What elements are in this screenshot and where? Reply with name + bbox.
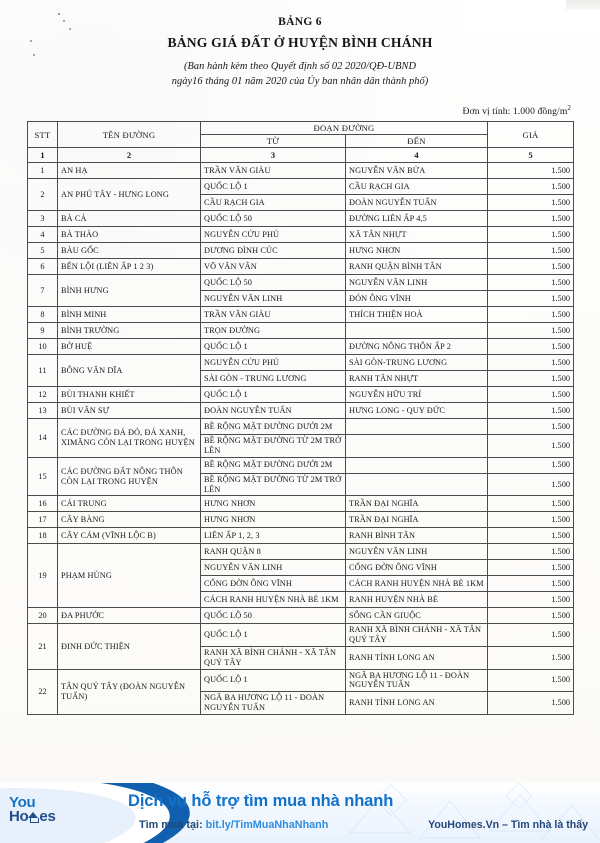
cell-stt: 13 — [28, 403, 58, 419]
cell-stt: 8 — [28, 307, 58, 323]
cell-price: 1.500 — [488, 371, 574, 387]
cell-segment-from: CỐNG ĐỜN ÔNG VĨNH — [201, 576, 346, 592]
cell-stt: 2 — [28, 179, 58, 211]
table-row — [28, 163, 574, 179]
cell-stt: 10 — [28, 339, 58, 355]
column-number-4: 4 — [346, 148, 488, 163]
cell-segment-to: RANH XÃ BÌNH CHÁNH - XÃ TÂN QUÝ TÂY — [346, 624, 488, 647]
cell-segment-to: ĐƯỜNG NÔNG THÔN ẤP 2 — [346, 339, 488, 355]
cell-price: 1.500 — [488, 195, 574, 211]
unit-note-superscript: 2 — [567, 104, 571, 112]
cell-segment-to: NGUYỄN VĂN LINH — [346, 275, 488, 291]
cell-segment-to — [346, 323, 488, 339]
cell-segment-to: RANH QUẬN BÌNH TÂN — [346, 259, 488, 275]
cell-stt: 17 — [28, 512, 58, 528]
cell-segment-to: THÍCH THIỆN HOÀ — [346, 307, 488, 323]
subtitle-line-2: ngày16 tháng 01 năm 2020 của Ủy ban nhân dân thành phố) — [171, 75, 429, 87]
table-row — [28, 624, 574, 647]
table-row — [28, 608, 574, 624]
cell-price: 1.500 — [488, 496, 574, 512]
cell-segment-from: RANH XÃ BÌNH CHÁNH - XÃ TÂN QUÝ TÂY — [201, 646, 346, 669]
cell-street-name: BẾN LỘI (LIÊN ẤP 1 2 3) — [58, 259, 201, 275]
cell-price: 1.500 — [488, 307, 574, 323]
cell-stt: 11 — [28, 355, 58, 387]
cell-street-name: BÙI THANH KHIẾT — [58, 387, 201, 403]
cell-street-name: ĐINH ĐỨC THIỆN — [58, 624, 201, 669]
cell-stt: 22 — [28, 669, 58, 714]
cell-street-name: BÙI VĂN SỰ — [58, 403, 201, 419]
cell-segment-from: HƯNG NHƠN — [201, 496, 346, 512]
cell-stt: 14 — [28, 419, 58, 458]
cell-segment-from: HƯNG NHƠN — [201, 512, 346, 528]
cell-price: 1.500 — [488, 291, 574, 307]
cell-stt: 15 — [28, 457, 58, 496]
cell-street-name: BÌNH HƯNG — [58, 275, 201, 307]
cell-price: 1.500 — [488, 457, 574, 473]
table-row — [28, 669, 574, 692]
cell-segment-to: NGUYỄN VĂN BỬA — [346, 163, 488, 179]
cell-segment-from: NGUYỄN CỬU PHÚ — [201, 227, 346, 243]
banner-short-url[interactable]: bit.ly/TimMuaNhaNhanh — [205, 819, 329, 831]
cell-street-name: CÁI TRUNG — [58, 496, 201, 512]
cell-segment-from: DƯƠNG ĐÌNH CÚC — [201, 243, 346, 259]
cell-price: 1.500 — [488, 211, 574, 227]
column-number-1: 1 — [28, 148, 58, 163]
cell-price: 1.500 — [488, 323, 574, 339]
cell-price: 1.500 — [488, 646, 574, 669]
cell-segment-to: TRẦN ĐẠI NGHĨA — [346, 496, 488, 512]
page-title: BẢNG GIÁ ĐẤT Ở HUYỆN BÌNH CHÁNH — [167, 35, 433, 50]
cell-segment-to — [346, 435, 488, 458]
cell-price: 1.500 — [488, 528, 574, 544]
cell-street-name: AN HẠ — [58, 163, 201, 179]
cell-segment-to: SÀI GÒN-TRUNG LƯƠNG — [346, 355, 488, 371]
cell-street-name: AN PHÚ TÂY - HƯNG LONG — [58, 179, 201, 211]
column-number-5: 5 — [488, 148, 574, 163]
banner-subline — [139, 819, 328, 831]
column-header-price: GIÁ — [488, 122, 574, 148]
cell-segment-from: NGUYỄN VĂN LINH — [201, 291, 346, 307]
table-row — [28, 179, 574, 195]
cell-segment-from: QUỐC LỘ 1 — [201, 624, 346, 647]
table-row — [28, 307, 574, 323]
cell-segment-from: NGUYỄN VĂN LINH — [201, 560, 346, 576]
table-row — [28, 512, 574, 528]
cell-segment-to: HƯNG LONG - QUY ĐỨC — [346, 403, 488, 419]
cell-price: 1.500 — [488, 227, 574, 243]
cell-price: 1.500 — [488, 419, 574, 435]
cell-price: 1.500 — [488, 624, 574, 647]
banner-headline: Dịch vụ hỗ trợ tìm mua nhà nhanh — [128, 792, 394, 810]
scan-speck — [58, 13, 60, 15]
cell-street-name: ĐA PHƯỚC — [58, 608, 201, 624]
cell-segment-from: BỀ RỘNG MẶT ĐƯỜNG TỪ 2M TRỞ LÊN — [201, 473, 346, 496]
cell-stt: 19 — [28, 544, 58, 608]
cell-segment-from: QUỐC LỘ 1 — [201, 669, 346, 692]
house-icon — [28, 811, 39, 822]
cell-price: 1.500 — [488, 339, 574, 355]
cell-segment-to: ĐÓN ÔNG VĨNH — [346, 291, 488, 307]
cell-segment-from: QUỐC LỘ 1 — [201, 387, 346, 403]
column-header-segment: ĐOẠN ĐƯỜNG — [201, 122, 488, 135]
promo-footer-banner — [0, 783, 600, 843]
cell-stt: 6 — [28, 259, 58, 275]
cell-segment-from: BỀ RỘNG MẶT ĐƯỜNG DƯỚI 2M — [201, 457, 346, 473]
youhomes-logo[interactable] — [9, 795, 56, 824]
cell-stt: 21 — [28, 624, 58, 669]
cell-stt: 1 — [28, 163, 58, 179]
cell-stt: 18 — [28, 528, 58, 544]
table-header — [28, 122, 574, 163]
table-row — [28, 528, 574, 544]
unit-note — [463, 104, 571, 117]
cell-price: 1.500 — [488, 669, 574, 692]
cell-segment-to: RANH HUYỆN NHÀ BÈ — [346, 592, 488, 608]
cell-segment-to: HƯNG NHƠN — [346, 243, 488, 259]
cell-street-name: BỜ HUỆ — [58, 339, 201, 355]
cell-price: 1.500 — [488, 387, 574, 403]
cell-price: 1.500 — [488, 592, 574, 608]
column-header-stt: STT — [28, 122, 58, 148]
table-row — [28, 387, 574, 403]
cell-segment-to: RANH TỈNH LONG AN — [346, 692, 488, 715]
banner-slogan: YouHomes.Vn – Tìm nhà là thấy — [428, 819, 588, 831]
table-row — [28, 227, 574, 243]
cell-segment-from: TRẦN VĂN GIÀU — [201, 163, 346, 179]
cell-segment-from: RANH QUẬN 8 — [201, 544, 346, 560]
cell-segment-to — [346, 473, 488, 496]
cell-street-name: CÁC ĐƯỜNG ĐẤT NÔNG THÔN CÒN LẠI TRONG HUYỆN — [58, 457, 201, 496]
cell-price: 1.500 — [488, 512, 574, 528]
cell-price: 1.500 — [488, 163, 574, 179]
cell-price: 1.500 — [488, 259, 574, 275]
cell-price: 1.500 — [488, 608, 574, 624]
cell-segment-to: NGUYỄN VĂN LINH — [346, 544, 488, 560]
cell-segment-from: VÕ VĂN VÂN — [201, 259, 346, 275]
cell-segment-from: QUỐC LỘ 1 — [201, 179, 346, 195]
cell-segment-from: QUỐC LỘ 50 — [201, 211, 346, 227]
cell-segment-from: QUỐC LỘ 50 — [201, 275, 346, 291]
table-header-row-main — [28, 122, 574, 135]
cell-price: 1.500 — [488, 692, 574, 715]
table-row — [28, 275, 574, 291]
table-row — [28, 457, 574, 473]
cell-price: 1.500 — [488, 403, 574, 419]
cell-segment-from: QUỐC LỘ 50 — [201, 608, 346, 624]
cell-segment-to: ĐƯỜNG LIÊN ẤP 4,5 — [346, 211, 488, 227]
subtitle-line-1: (Ban hành kèm theo Quyết định số 02 2020/QĐ-UBND — [183, 61, 417, 72]
logo-text-ho: Ho — [9, 808, 29, 825]
table-row — [28, 211, 574, 227]
cell-segment-from: NGÃ BA HƯƠNG LỘ 11 - ĐOÀN NGUYỄN TUẤN — [201, 692, 346, 715]
cell-segment-to: XÃ TÂN NHỰT — [346, 227, 488, 243]
cell-segment-from: TRẦN VĂN GIÀU — [201, 307, 346, 323]
cell-segment-to: TRẦN ĐẠI NGHĨA — [346, 512, 488, 528]
cell-segment-from: SÀI GÒN - TRUNG LƯƠNG — [201, 371, 346, 387]
column-header-street-name: TÊN ĐƯỜNG — [58, 122, 201, 148]
cell-stt: 5 — [28, 243, 58, 259]
cell-stt: 3 — [28, 211, 58, 227]
cell-segment-to: NGÃ BA HƯƠNG LỘ 11 - ĐOÀN NGUYỄN TUẤN — [346, 669, 488, 692]
cell-segment-from: CẦU RẠCH GIA — [201, 195, 346, 211]
cell-segment-to: NGUYỄN HỮU TRÍ — [346, 387, 488, 403]
cell-price: 1.500 — [488, 435, 574, 458]
table-row — [28, 243, 574, 259]
cell-price: 1.500 — [488, 473, 574, 496]
table-row — [28, 544, 574, 560]
cell-segment-from: NGUYỄN CỬU PHÚ — [201, 355, 346, 371]
table-body — [28, 163, 574, 714]
cell-segment-to — [346, 419, 488, 435]
cell-segment-to: RANH BÌNH TÂN — [346, 528, 488, 544]
cell-stt: 7 — [28, 275, 58, 307]
cell-stt: 16 — [28, 496, 58, 512]
column-header-to: ĐẾN — [346, 135, 488, 148]
document-subtitle — [0, 60, 600, 90]
cell-street-name: BÔNG VĂN DĨA — [58, 355, 201, 387]
cell-street-name: CÂY CÁM (VĨNH LỘC B) — [58, 528, 201, 544]
table-row — [28, 259, 574, 275]
scan-artifact-corner — [566, 0, 600, 10]
land-price-table — [27, 121, 574, 715]
cell-price: 1.500 — [488, 179, 574, 195]
cell-segment-from: BỀ RỘNG MẶT ĐƯỜNG TỪ 2M TRỞ LÊN — [201, 435, 346, 458]
table-row — [28, 355, 574, 371]
cell-segment-to: ĐOÀN NGUYỄN TUẤN — [346, 195, 488, 211]
cell-street-name: PHẠM HÙNG — [58, 544, 201, 608]
cell-stt: 4 — [28, 227, 58, 243]
cell-price: 1.500 — [488, 355, 574, 371]
table-row — [28, 339, 574, 355]
cell-price: 1.500 — [488, 560, 574, 576]
cell-street-name: CÂY BÀNG — [58, 512, 201, 528]
cell-stt: 9 — [28, 323, 58, 339]
logo-text-es: es — [39, 808, 56, 825]
cell-segment-to: SÔNG CẦN GIUỘC — [346, 608, 488, 624]
cell-segment-to: RANH TÂN NHỰT — [346, 371, 488, 387]
cell-segment-from: TRỌN ĐƯỜNG — [201, 323, 346, 339]
cell-stt: 20 — [28, 608, 58, 624]
cell-street-name: BÌNH TRƯỜNG — [58, 323, 201, 339]
cell-price: 1.500 — [488, 243, 574, 259]
column-number-row — [28, 148, 574, 163]
cell-street-name: BÌNH MINH — [58, 307, 201, 323]
table-row — [28, 419, 574, 435]
table-number: BẢNG 6 — [278, 16, 322, 28]
cell-street-name: BÀU GỐC — [58, 243, 201, 259]
cell-segment-to: CÁCH RANH HUYỆN NHÀ BÈ 1KM — [346, 576, 488, 592]
cell-street-name: CÁC ĐƯỜNG ĐÁ ĐỎ, ĐÁ XANH, XIMĂNG CÒN LẠI TRONG HUYỆN — [58, 419, 201, 458]
cell-price: 1.500 — [488, 275, 574, 291]
cell-stt: 12 — [28, 387, 58, 403]
cell-segment-to: CỐNG ĐỜN ÔNG VĨNH — [346, 560, 488, 576]
cell-segment-from: BỀ RỘNG MẶT ĐƯỜNG DƯỚI 2M — [201, 419, 346, 435]
table-row — [28, 496, 574, 512]
column-header-from: TỪ — [201, 135, 346, 148]
cell-street-name: BÀ THẢO — [58, 227, 201, 243]
logo-line-you: You — [9, 794, 36, 811]
cell-street-name: TÂN QUÝ TÂY (ĐOÀN NGUYỄN TUẤN) — [58, 669, 201, 714]
column-number-3: 3 — [201, 148, 346, 163]
cell-price: 1.500 — [488, 544, 574, 560]
cell-segment-to: RANH TỈNH LONG AN — [346, 646, 488, 669]
table-row — [28, 403, 574, 419]
cell-segment-to — [346, 457, 488, 473]
document-header — [0, 16, 600, 90]
table-row — [28, 323, 574, 339]
cell-segment-from: QUỐC LỘ 1 — [201, 339, 346, 355]
column-number-2: 2 — [58, 148, 201, 163]
cell-price: 1.500 — [488, 576, 574, 592]
banner-subline-prefix: Tìm mua tại: — [139, 819, 206, 831]
cell-segment-from: ĐOÀN NGUYỄN TUẤN — [201, 403, 346, 419]
cell-segment-from: LIÊN ẤP 1, 2, 3 — [201, 528, 346, 544]
cell-segment-from: CÁCH RANH HUYỆN NHÀ BÈ 1KM — [201, 592, 346, 608]
unit-note-label: Đơn vị tính: 1.000 đồng/m — [462, 106, 568, 118]
cell-street-name: BÀ CẢ — [58, 211, 201, 227]
logo-line-homes — [9, 809, 56, 824]
cell-segment-to: CẦU RẠCH GIA — [346, 179, 488, 195]
